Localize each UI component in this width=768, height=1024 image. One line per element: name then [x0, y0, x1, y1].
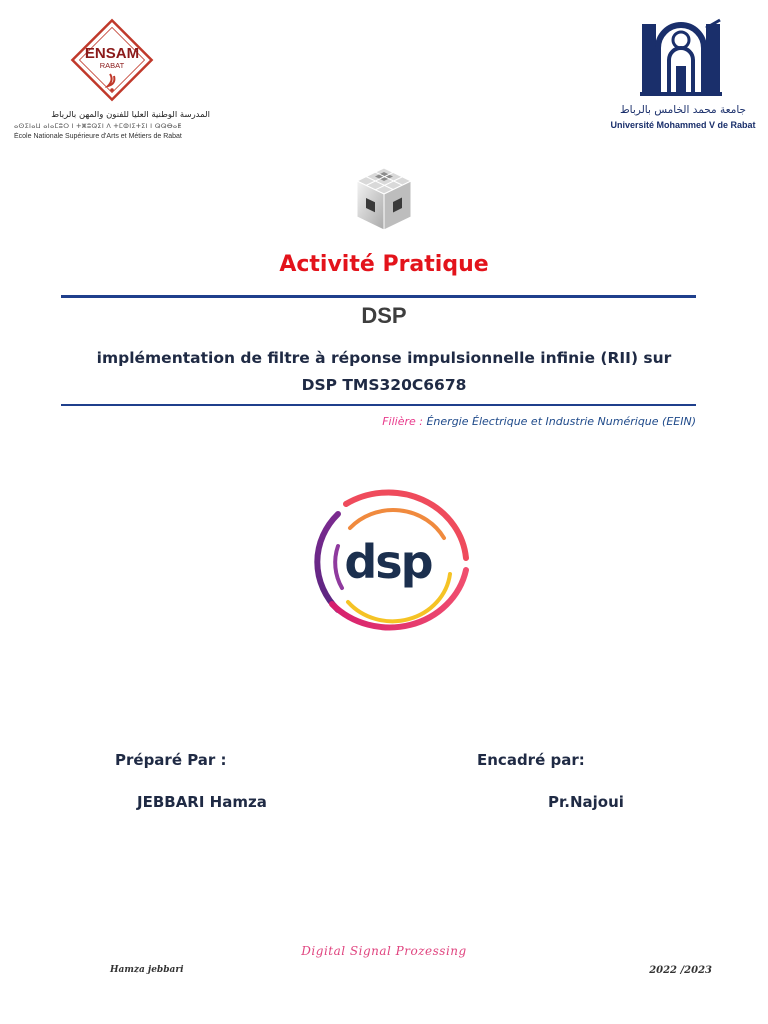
footer-subject: Digital Signal Prozessing — [301, 944, 467, 958]
ring-orange-inner — [350, 510, 444, 538]
supervisor-name: Pr.Najoui — [548, 793, 624, 811]
um5-emblem-icon — [636, 18, 726, 100]
cube-icon — [353, 166, 415, 237]
divider-bottom — [61, 404, 696, 406]
um5-french-name: Université Mohammed V de Rabat — [610, 120, 756, 130]
filiere-label: Filière : — [382, 415, 423, 428]
divider-top — [61, 295, 696, 298]
um5-arabic-name: جامعة محمد الخامس بالرباط — [619, 104, 747, 116]
dsp-logo — [298, 486, 474, 643]
filiere-line — [382, 415, 696, 428]
subtitle-line-2: DSP TMS320C6678 — [301, 376, 467, 394]
ring-violet-inner — [335, 546, 342, 588]
document-title: Activité Pratique — [279, 252, 489, 277]
subtitle-line-1: implémentation de filtre à réponse impulsionnelle infinie (RII) sur — [96, 349, 672, 367]
ensam-diamond-icon — [64, 12, 160, 108]
supervised-by-label: Encadré par: — [477, 751, 585, 769]
ensam-tifinagh-name: ⴰⵙⵉⵏⴰⵡ ⴰⵏⴰⵎⵓⵔ ⵏ ⵜⵥⵓⵕⵉⵏ ⴷ ⵜⵎⵀⵏⵉⵜⵉⵏ ⵏ ⵕⵕⴱⴰⵟ — [14, 122, 182, 130]
ensam-logo-name: ENSAM — [84, 45, 140, 62]
document-subtitle — [80, 345, 688, 399]
footer-year: 2022 /2023 — [649, 965, 712, 976]
ensam-arabic-name: المدرسة الوطنية العليا للفنون والمهن بالرباط — [51, 111, 210, 120]
dsp-logo-text: dsp — [344, 535, 432, 589]
filiere-value: Énergie Électrique et Industrie Numérique (EEIN) — [422, 415, 696, 428]
ensam-french-name: École Nationale Supérieure d'Arts et Métiers de Rabat — [14, 133, 182, 140]
um5-logo — [598, 18, 758, 148]
author-name: JEBBARI Hamza — [137, 793, 267, 811]
ensam-logo — [14, 8, 210, 144]
ensam-logo-city: RABAT — [99, 61, 125, 70]
prepared-by-label: Préparé Par : — [115, 751, 227, 769]
footer-author: Hamza jebbari — [110, 965, 184, 975]
course-label: DSP — [361, 303, 407, 328]
